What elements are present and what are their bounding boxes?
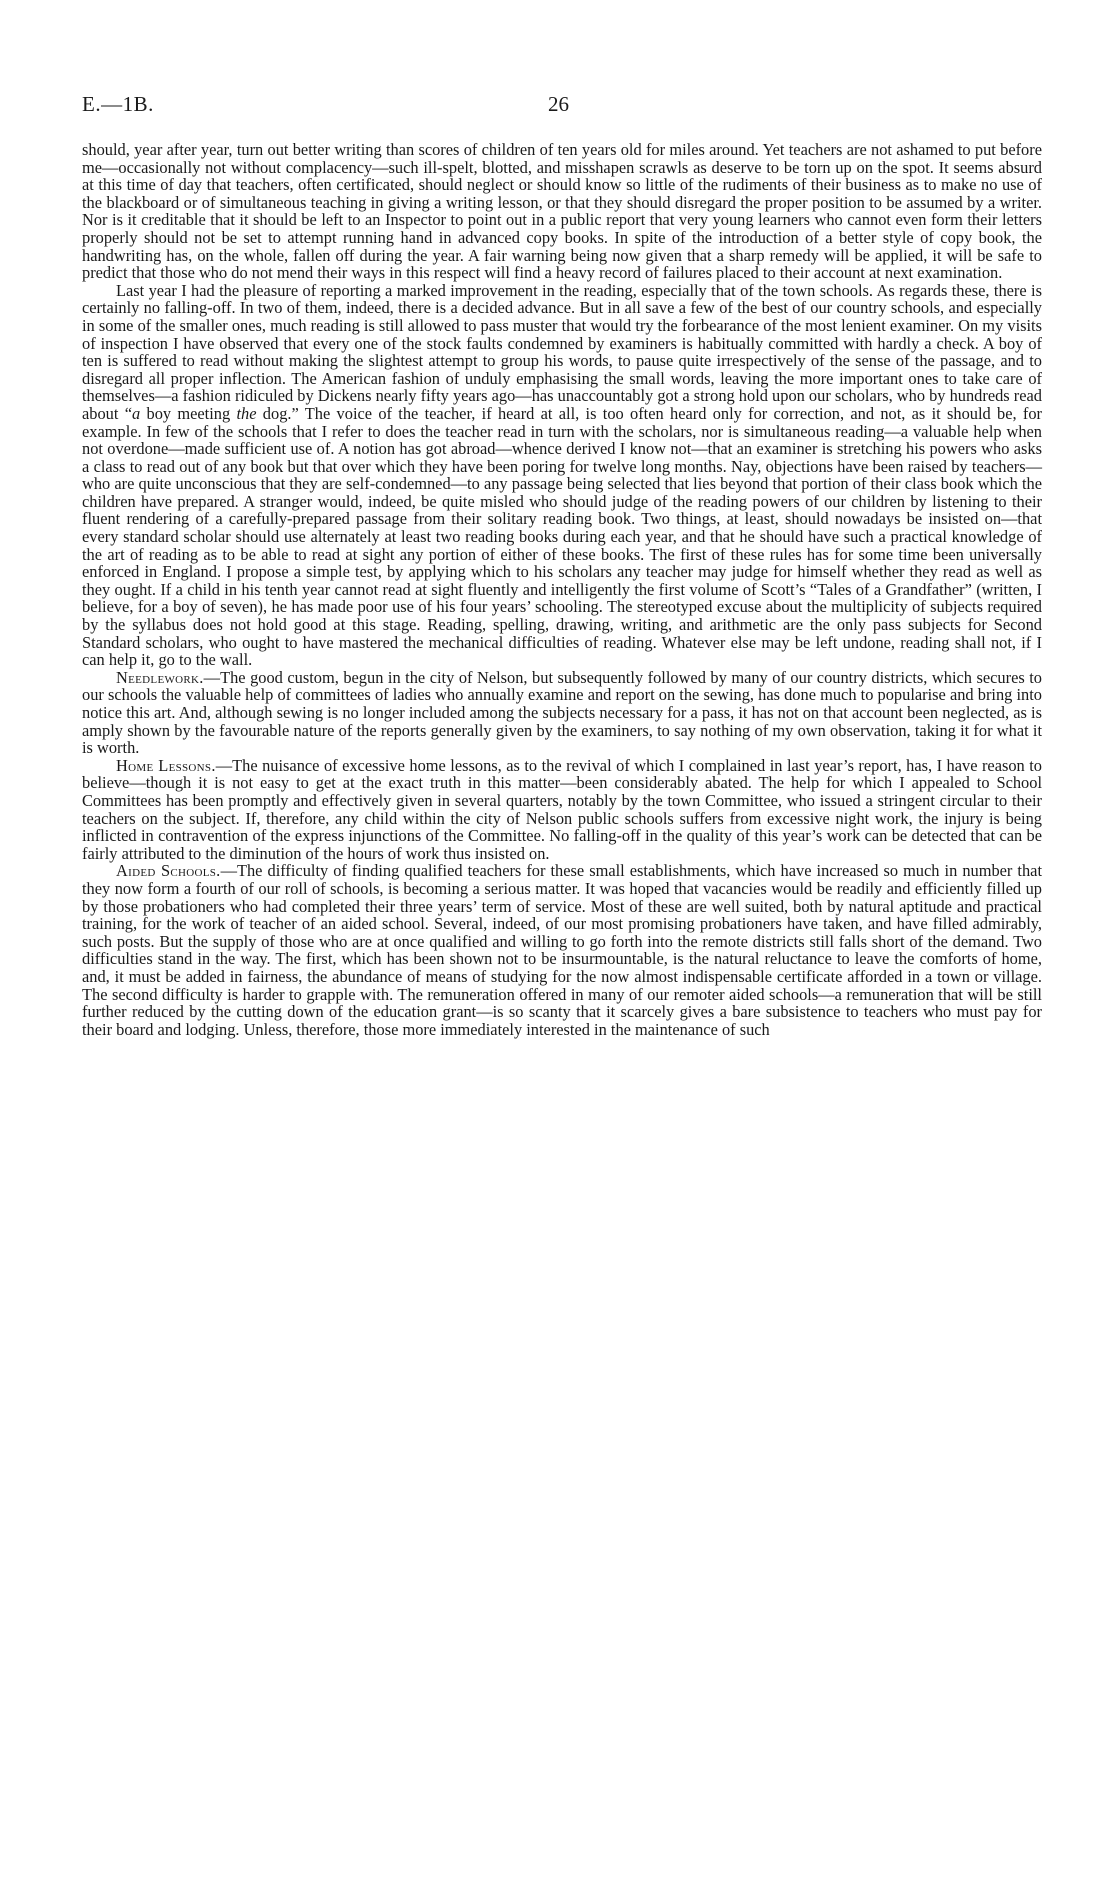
paragraph-text: should, year after year, turn out better writing than scores of children of ten years old for miles around. Yet teachers are not ashamed to put before me—occasionally not without complacency—such ill-spelt, blotted, and misshapen scrawls as deserve to be torn up on the spot. It seems absurd at this time of day that teachers, often certificated, should neglect or should know so little of the rudiments of their business as to make no use of the blackboard or of simultaneous teaching in giving a writing lesson, or that they should disregard the proper position to be assumed by a writer. Nor is it creditable that it should be left to an Inspector to point out in a public report that very young learners who cannot even form their letters properly should not be set to attempt running hand in advanced copy books. In spite of the introduction of a better style of copy book, the handwriting has, on the whole, fallen off during the year. A fair warning being now given that a sharp remedy will be applied, it will be safe to predict that those who do not mend their ways in this respect will find a heavy record of failures placed to their account at next examination. (82, 140, 1042, 283)
paragraph-text: —The difficulty of finding qualified teachers for these small establishments, which have increased so much in number that they now form a fourth of our roll of schools, is becoming a serious matter. It was hoped that vacancies would be readily and efficiently filled up by those probationers who had completed their three years’ term of service. Most of these are well suited, both by natural aptitude and practical training, for the work of teacher of an aided school. Several, indeed, of our most promising probationers have taken, and have filled admirably, such posts. But the supply of those who are at once qualified and willing to go forth into the remote districts still falls short of the demand. Two difficulties stand in the way. The first, which has been shown not to be insurmountable, is the natural reluctance to leave the comforts of home, and, it must be added in fairness, the abundance of means of studying for the now almost indispensable certificate afforded in a town or village. The second difficulty is harder to grapple with. The remuneration offered in many of our remoter aided schools—a remuneration that will be still further reduced by the cutting down of the education grant—is so scanty that it scarcely gives a bare subsistence to teachers who must pay for their board and lodging. Unless, therefore, those more immediately interested in the maintenance of such (82, 861, 1043, 1039)
section-heading-aided-schools: Aided Schools. (116, 861, 221, 881)
page-number: 26 (548, 92, 569, 116)
paragraph-aided-schools (82, 862, 1042, 1038)
paragraph-writing-continued (82, 141, 1042, 282)
paragraph-text: Last year I had the pleasure of reporting a marked improvement in the reading, especially that of the town schools. As regards these, there is certainly no falling-off. In two of them, indeed, there is a decided advance. But in all save a few of the best of our country schools, and especially in some of the smaller ones, much reading is still allowed to pass muster that would try the forbearance of the most lenient examiner. On my visits of inspection I have observed that every one of the stock faults condemned by examiners is habitually committed with hardly a check. A boy of ten is suffered to read without making the slightest attempt to group his words, to pause quite irrespectively of the sense of the passage, and to disregard all proper inflection. The American fashion of unduly emphasising the small words, leaving the more important ones to take care of themselves—a fashion ridiculed by Dickens nearly fifty years ago—has unaccountably got a strong hold upon our scholars, who by hundreds read about “a boy meeting the dog.” The voice of the teacher, if heard at all, is too often heard only for correction, and not, as it should be, for example. In few of the schools that I refer to does the teacher read in turn with the scholars, nor is simultaneous reading—a valuable help when not overdone—made sufficient use of. A notion has got abroad—whence derived I know not—that an examiner is stretching his powers who asks a class to read out of any book but that over which they have been poring for twelve long months. Nay, objections have been raised by teachers—who are quite unconscious that they are self-condemned—to any passage being selected that lies beyond that portion of their class book which the children have prepared. A stranger would, indeed, be quite misled who should judge of the reading powers of our children by listening to their fluent rendering of a carefully-prepared passage from their solitary reading book. Two things, at least, should nowadays be insisted on—that every standard scholar should use alternately at least two reading books during each year, and that he should have such a practical knowledge of the art of reading as to be able to read at sight any portion of either of these books. The first of these rules has for some time been universally enforced in England. I propose a simple test, by applying which to his scholars any teacher may judge for himself whether they read as well as they ought. If a child in his tenth year cannot read at sight fluently and intelligently the first volume of Scott’s “Tales of a Grandfather” (written, I believe, for a boy of seven), he has made poor use of his four years’ schooling. The stereotyped excuse about the multiplicity of subjects required by the syllabus does not hold good at this stage. Reading, spelling, drawing, writing, and arithmetic are the only pass subjects for Second Standard scholars, who ought to have mastered the mechanical difficulties of reading. Whatever else may be left undone, reading shall not, if I can help it, go to the wall. (82, 280, 1042, 670)
document-code: E.—1B. (82, 92, 154, 116)
page-header (82, 92, 1042, 122)
paragraph-needlework (82, 669, 1042, 757)
paragraph-home-lessons (82, 757, 1042, 863)
section-heading-needlework: Needlework. (116, 667, 204, 687)
paragraph-reading (82, 282, 1042, 669)
body-text (82, 141, 1042, 1038)
paragraph-text: —The good custom, begun in the city of Nelson, but subsequently followed by many of our country districts, which secures to our schools the valuable help of committees of ladies who annually examine and report on the sewing, has done much to popularise and bring into notice this art. And, although sewing is no longer included among the subjects necessary for a pass, it has not on that account been neglected, as is amply shown by the favourable nature of the reports generally given by the examiners, to say nothing of my own observation, taking it for what it is worth. (82, 667, 1042, 758)
section-heading-home-lessons: Home Lessons. (116, 755, 216, 775)
paragraph-text: —The nuisance of excessive home lessons, as to the revival of which I complained in last year’s report, has, I have reason to believe—though it is not easy to get at the exact truth in this matter—been considerably abated. The help for which I appealed to School Committees has been promptly and effectively given in several quarters, notably by the town Committee, who issued a stringent circular to their teachers on the subject. If, therefore, any child within the city of Nelson public schools suffers from excessive night work, the injury is being inflicted in contravention of the express injunctions of the Committee. No falling-off in the quality of this year’s work can be detected that can be fairly attributed to the diminution of the hours of work thus insisted on. (82, 755, 1042, 863)
